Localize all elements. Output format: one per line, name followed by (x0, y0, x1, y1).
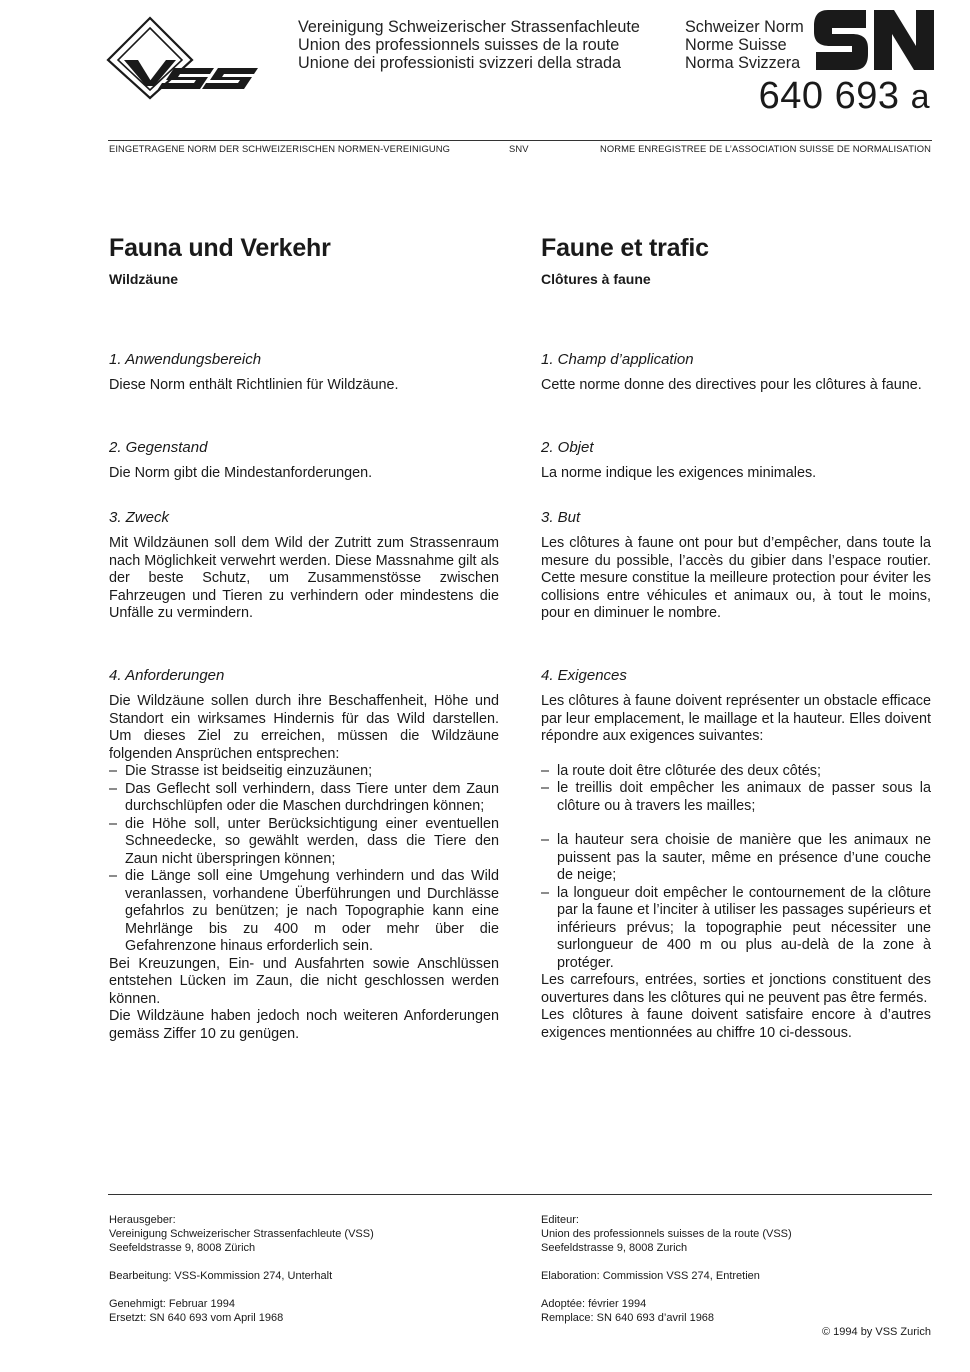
sn-mark (812, 4, 936, 76)
list-item: – la hauteur sera choisie de manière que les animaux ne puissent pas la sauter, même en présence d’une couche de neige; (541, 832, 931, 883)
publisher-name: Union des professionnels suisses de la route (VSS) (541, 1228, 792, 1240)
section-text: Cette norme donne des directives pour les clôtures à faune. (541, 377, 922, 393)
publisher-address: Seefeldstrasse 9, 8008 Zurich (541, 1242, 688, 1254)
approved-date: Genehmigt: Februar 1994 (109, 1298, 235, 1310)
section-heading: 3. Zweck (109, 509, 170, 526)
norm-number (759, 74, 930, 119)
section-intro: Die Wildzäune sollen durch ihre Beschaffenheit, Höhe und Standort ein wirksames Hindernis für das Wild darstellen. Um dieses Ziel zu erreichen, müssen die Wildzäune folgenden Ansprüchen entsprechen: (109, 693, 499, 762)
section-heading: 2. Objet (541, 439, 594, 456)
section-heading: 4. Exigences (541, 667, 627, 684)
section-4-de (109, 666, 499, 1043)
replaces-note: Ersetzt: SN 640 693 vom April 1968 (109, 1312, 284, 1324)
french-column (541, 232, 931, 1041)
footer-divider (108, 1194, 932, 1195)
registration-fr: NORME ENREGISTREE DE L’ASSOCIATION SUISSE DE NORMALISATION (599, 143, 931, 154)
section-text: Bei Kreuzungen, Ein- und Ausfahrten sowie Anschlüssen entstehen Lücken im Zaun, die nicht geschlossen werden können. (109, 955, 499, 1007)
section-text: La norme indique les exigences minimales. (541, 465, 817, 481)
list-item: – la route doit être clôturée des deux côtés; (541, 762, 821, 779)
subtitle-de: Wildzäune (109, 271, 179, 287)
section-heading: 1. Champ d’application (541, 351, 694, 368)
footer-dates-fr (541, 1297, 714, 1325)
replaces-note: Remplace: SN 640 693 d’avril 1968 (541, 1312, 715, 1324)
section-text: Les clôtures à faune doivent satisfaire encore à d’autres exigences mentionnées au chiffre 10 ci-dessous. (541, 1007, 931, 1041)
section-text: Die Norm gibt die Mindestanforderungen. (109, 465, 373, 481)
norm-label-it: Norma Svizzera (685, 54, 801, 72)
org-name-de: Vereinigung Schweizerischer Strassenfachleute (298, 18, 640, 36)
approved-date: Adoptée: février 1994 (541, 1298, 647, 1310)
section-1-de (109, 350, 499, 395)
section-3-de (109, 508, 499, 623)
registration-de: EINGETRAGENE NORM DER SCHWEIZERISCHEN NORMEN-VEREINIGUNG (109, 143, 451, 154)
list-item: – die Höhe soll, unter Berücksichtigung einer eventuellen Schneedecke, so gewählt werden, dass die Tiere den Zaun nicht überspringen können; (109, 815, 499, 867)
org-name-it: Unione dei professionisti svizzeri della strada (298, 54, 622, 72)
section-heading: 3. But (541, 509, 581, 526)
footer-publisher-fr (541, 1213, 792, 1255)
norm-number-suffix: a (910, 78, 930, 116)
registration-snv: SNV (509, 143, 529, 154)
norm-labels (685, 18, 804, 72)
footer-publisher-de (109, 1213, 374, 1255)
german-column (109, 232, 499, 1042)
section-text: Les carrefours, entrées, sorties et jonctions constituent des ouvertures dans les clôtures qui ne peuvent pas être fermés. (541, 972, 931, 1006)
title-fr: Faune et trafic (541, 234, 709, 262)
section-1-fr (541, 350, 931, 395)
section-text: Les clôtures à faune ont pour but d’empêcher, dans toute la mesure du possible, l’accès du gibier dans l’espace routier. Cette mesure constitue la meilleure protection pour éviter les collisions entre véhicules et animaux ou, à tout le moins, pour en diminuer le nombre. (541, 535, 931, 621)
section-text: Mit Wildzäunen soll dem Wild der Zutritt zum Strassenraum nach Möglichkeit verwehrt werden. Diese Massnahme gilt als der beste Schutz, um Zusammenstösse zwischen Fahrzeugen und Tieren zu verhindern oder mindestens die Unfälle zu vermindern. (109, 535, 499, 621)
section-text: Die Wildzäune haben jedoch noch weiteren Anforderungen gemäss Ziffer 10 zu genügen. (109, 1008, 499, 1042)
norm-number-main: 640 693 (758, 75, 900, 117)
organization-names (298, 18, 640, 72)
title-de: Fauna und Verkehr (109, 234, 331, 262)
section-intro: Les clôtures à faune doivent représenter un obstacle efficace par leur emplacement, le maillage et la hauteur. Elles doivent répondre aux exigences suivantes: (541, 693, 931, 744)
section-text: Diese Norm enthält Richtlinien für Wildzäune. (109, 377, 399, 393)
footer-editing-de: Bearbeitung: VSS-Kommission 274, Unterhalt (109, 1270, 333, 1282)
list-item: – le treillis doit empêcher les animaux de passer sous la clôture ou à travers les mailles; (541, 780, 931, 814)
section-heading: 4. Anforderungen (109, 667, 225, 684)
norm-label-fr: Norme Suisse (685, 36, 787, 54)
section-3-fr (541, 508, 931, 623)
vss-logo (106, 16, 288, 100)
section-heading: 2. Gegenstand (109, 439, 208, 456)
list-item: – la longueur doit empêcher le contournement de la clôture par la faune et l’inciter à utiliser les passages supérieurs et inférieurs prévus; la topographie peut nécessiter une surlongueur de 400 m ou plus au-delà de la zone à protéger. (541, 884, 931, 971)
list-item: – die Länge soll eine Umgehung verhindern und das Wild veranlassen, vorhandene Überführungen und Durchlässe gefahrlos zu benützen; je nach Topographie kann eine Mehrlänge bis zu 400 m oder mehr über die Gefahrenzone hinaus erforderlich sein. (109, 868, 499, 954)
publisher-name: Vereinigung Schweizerischer Strassenfachleute (VSS) (109, 1228, 374, 1240)
org-name-fr: Union des professionnels suisses de la route (298, 36, 620, 54)
copyright: © 1994 by VSS Zurich (822, 1326, 931, 1338)
publisher-address: Seefeldstrasse 9, 8008 Zürich (109, 1242, 256, 1254)
list-item: – Das Geflecht soll verhindern, dass Tiere unter dem Zaun durchschlüpfen oder die Maschen durchdringen können; (109, 780, 499, 814)
section-2-de (109, 438, 499, 483)
section-2-fr (541, 438, 931, 483)
footer-editing-fr: Elaboration: Commission VSS 274, Entretien (541, 1270, 760, 1282)
publisher-label: Editeur: (541, 1214, 579, 1226)
section-4-fr (541, 666, 931, 1042)
header-divider (108, 140, 932, 141)
subtitle-fr: Clôtures à faune (541, 271, 651, 287)
publisher-label: Herausgeber: (109, 1214, 176, 1226)
footer-dates-de (109, 1297, 283, 1325)
section-heading: 1. Anwendungsbereich (109, 351, 262, 368)
list-item: – Die Strasse ist beidseitig einzuzäunen; (109, 763, 373, 779)
norm-label-de: Schweizer Norm (685, 18, 804, 36)
